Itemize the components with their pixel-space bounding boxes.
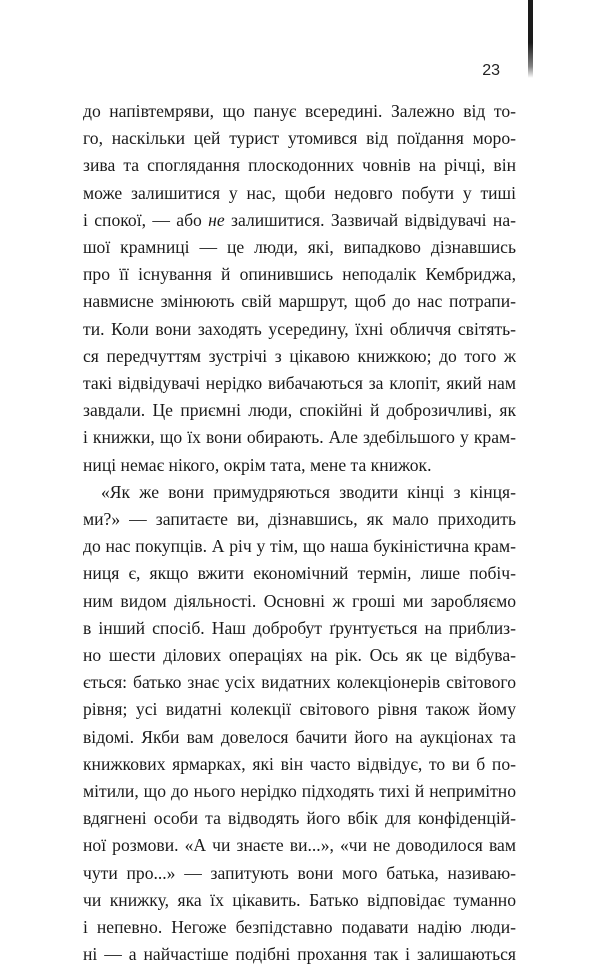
text-line: ні — а найчастіше подібні прохання так і залишаються <box>83 944 516 965</box>
text-line: ниця є, якщо вжити економічний термін, лише побіч- <box>83 563 516 584</box>
text-line: і спокої, — або не залишитися. Зазвичай відвідувачі на- <box>83 209 516 230</box>
text-line: може залишитися у нас, щоби недовго побути у тиші <box>83 182 516 203</box>
text-line: до нас покупців. А річ у тім, що наша букіністична крам- <box>83 536 516 557</box>
text-line: но шести ділових операціях на рік. Ось як це відбува- <box>83 645 516 666</box>
text-line: вдягнені особи та відводять його вбік для конфіденцій- <box>83 808 516 829</box>
text-line: про її існування й опинившись неподалік Кембриджа, <box>83 264 516 285</box>
text-line: завдали. Це приємні люди, спокійні й доброзичливі, як <box>83 400 516 421</box>
emphasis: не <box>208 209 225 230</box>
text-line: шої крамниці — це люди, які, випадково дізнавшись <box>83 237 516 258</box>
text-line: ниці немає нікого, окрім тата, мене та книжок. <box>83 454 432 475</box>
text-line: до напівтемряви, що панує всередині. Залежно від то- <box>83 101 516 121</box>
paragraph <box>83 98 516 479</box>
text-line: такі відвідувачі нерідко вибачаються за клопіт, який нам <box>83 373 516 394</box>
text-line: чи книжку, яка їх цікавить. Батько відповідає туманно <box>83 889 516 910</box>
text-line: в інший спосіб. Наш добробут ґрунтується на приблиз- <box>83 617 516 638</box>
text-line: ється: батько знає усіх видатних колекціонерів світового <box>83 672 516 693</box>
text-line: ним видом діяльності. Основні ж гроші ми заробляємо <box>83 590 516 611</box>
body-text <box>83 98 516 969</box>
text-line: «Як же вони примудряються зводити кінці з кінця- <box>101 481 516 502</box>
text-line: ся передчуттям зустрічі з цікавою книжкою; до того ж <box>83 345 516 366</box>
text-line: ми?» — запитаєте ви, дізнавшись, як мало приходить <box>83 509 516 530</box>
page-number: 23 <box>482 62 500 79</box>
text-line: чути про...» — запитують вони мого батька, називаю- <box>83 862 516 883</box>
text-line: книжкових ярмарках, які він часто відвідує, то ви б по- <box>83 753 516 774</box>
text-line: мітили, що до нього нерідко підходять тихі й непримітно <box>83 781 516 802</box>
text-line: ної розмови. «А чи знаєте ви...», «чи не доводилося вам <box>83 835 516 856</box>
text-line: і книжки, що їх вони обирають. Але здебільшого у крам- <box>83 427 516 448</box>
text-line: го, наскільки цей турист утомився від поїдання моро- <box>83 128 516 149</box>
paragraph <box>83 479 516 969</box>
text-line: рівня; усі видатні колекції світового рівня також йому <box>83 699 516 720</box>
text-line: навмисне змінюють свій маршрут, щоб до нас потрапи- <box>83 291 516 312</box>
text-line: і непевно. Негоже безпідставно подавати надію люди- <box>83 917 516 938</box>
text-line: відомі. Якби вам довелося бачити його на аукціонах та <box>83 726 516 747</box>
page-edge-mark <box>528 0 533 78</box>
text-line: зива та споглядання плоскодонних човнів на річці, він <box>83 155 516 176</box>
text-line: ти. Коли вони заходять усередину, їхні обличчя світять- <box>83 318 516 339</box>
